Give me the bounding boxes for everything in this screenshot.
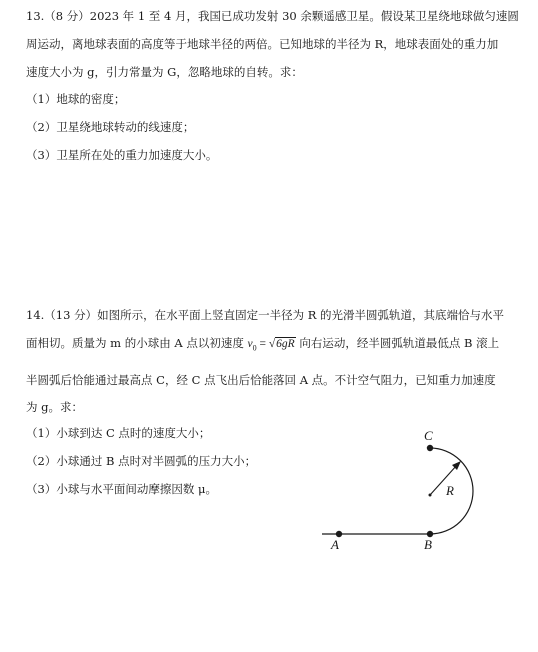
- q13-subquestion-3: （3）卫星所在处的重力加速度大小。: [26, 148, 218, 162]
- arc-center-dot: [429, 494, 432, 497]
- equals-sign: =: [256, 338, 269, 350]
- q14-stem-line-2-end: 向右运动，经半圆弧轨道最低点 B 滚上: [295, 336, 500, 350]
- q14-stem-line-1: 14.（13 分）如图所示，在水平面上竖直固定一半径为 R 的光滑半圆弧轨道，其底端恰与水平: [26, 308, 505, 322]
- label-b: B: [424, 537, 432, 552]
- q13-subquestion-2: （2）卫星绕地球转动的线速度；: [26, 120, 195, 134]
- sqrt-content: 6gR: [276, 338, 295, 350]
- point-c-dot: [427, 445, 433, 451]
- q13-stem-line-2: 周运动，离地球表面的高度等于地球半径的两倍。已知地球的半径为 R，地球表面处的重力加: [26, 37, 499, 51]
- q14-stem-line-4: 为 g。求：: [26, 400, 84, 414]
- q14-stem-line-3: 半圆弧后恰能通过最高点 C，经 C 点飞出后恰能落回 A 点。不计空气阻力，已知重力加速度: [26, 373, 496, 387]
- sqrt-icon: √: [268, 338, 276, 350]
- v0-subscript: 0: [252, 343, 257, 353]
- q13-stem-line-1: 13.（8 分）2023 年 1 至 4 月，我国已成功发射 30 余颗遥感卫星。假设某卫星绕地球做匀速圆: [26, 9, 519, 23]
- label-r: R: [446, 483, 454, 498]
- q14-stem-line-2-start: 面相切。质量为 m 的小球由 A 点以初速度: [26, 336, 248, 350]
- q14-subquestion-2: （2）小球通过 B 点时对半圆弧的压力大小；: [26, 454, 257, 468]
- label-c: C: [424, 428, 433, 443]
- q13-stem-line-3: 速度大小为 g，引力常量为 G，忽略地球的自转。求：: [26, 65, 303, 79]
- q13-subquestion-1: （1）地球的密度；: [26, 92, 126, 106]
- label-a: A: [331, 537, 339, 552]
- q14-subquestion-3: （3）小球与水平面间动摩擦因数 μ。: [26, 482, 217, 496]
- q14-subquestion-1: （1）小球到达 C 点时的速度大小；: [26, 426, 211, 440]
- v0-symbol: v: [247, 338, 253, 350]
